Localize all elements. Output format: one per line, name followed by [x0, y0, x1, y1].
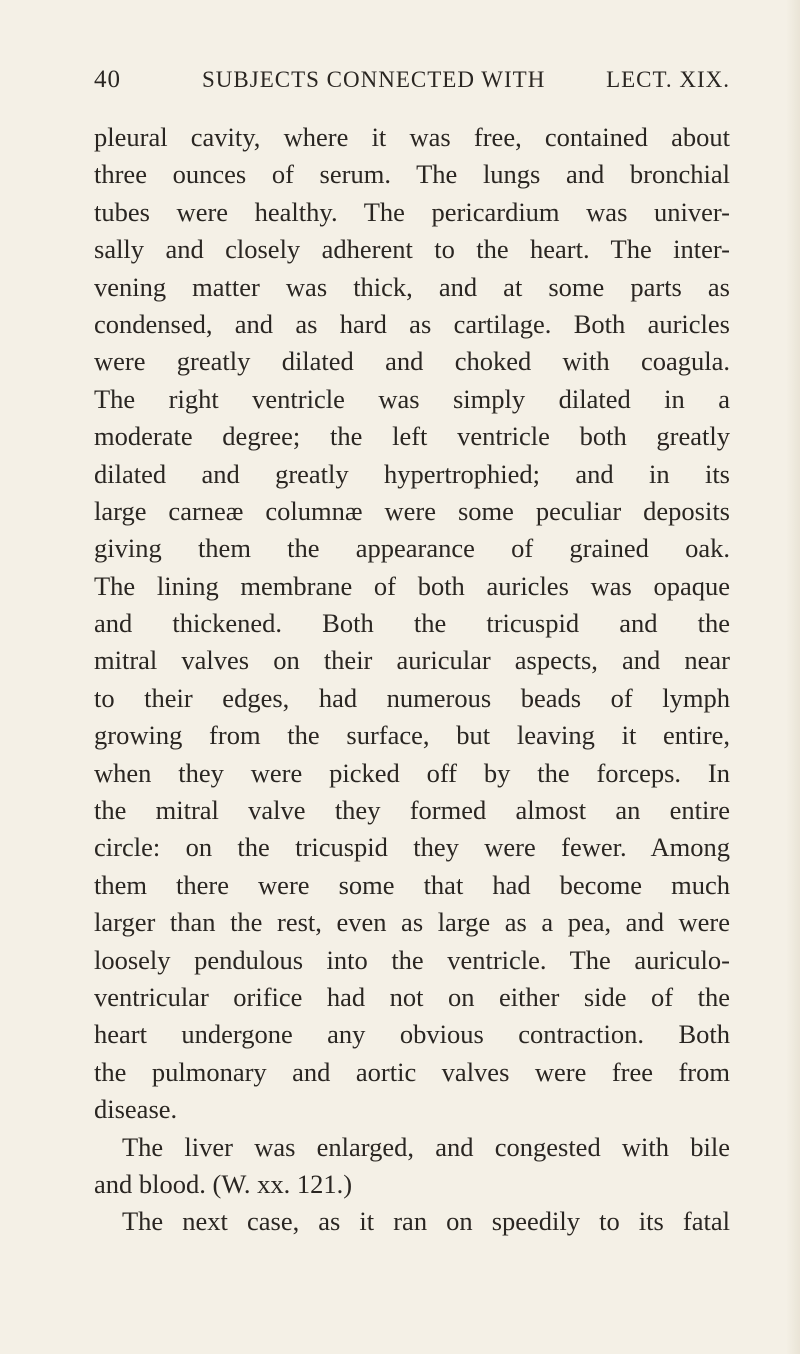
text-line: when they were picked off by the forceps. In — [94, 757, 730, 788]
text-line: to their edges, had numerous beads of lymph — [94, 682, 730, 713]
body-text — [94, 119, 730, 1241]
text-line: were greatly dilated and choked with coagula. — [94, 346, 730, 377]
text-line: circle: on the tricuspid they were fewer. Among — [94, 832, 730, 863]
page-edge-shadow — [786, 0, 800, 1354]
running-head-title: SUBJECTS CONNECTED WITH — [202, 67, 546, 92]
text-line: growing from the surface, but leaving it entire, — [94, 720, 730, 751]
running-head — [94, 66, 730, 98]
page-number: 40 — [94, 66, 121, 93]
text-line: The next case, as it ran on speedily to its fatal — [122, 1206, 730, 1237]
running-head-lecture: LECT. XIX. — [606, 67, 730, 92]
text-line: moderate degree; the left ventricle both greatly — [94, 421, 730, 452]
text-line: tubes were healthy. The pericardium was univer- — [94, 196, 730, 227]
text-line: larger than the rest, even as large as a pea, and were — [94, 907, 730, 938]
text-line: large carneæ columnæ were some peculiar deposits — [94, 495, 730, 526]
text-line: ventricular orifice had not on either side of the — [94, 981, 730, 1012]
text-line: heart undergone any obvious contraction. Both — [94, 1019, 730, 1050]
text-line: vening matter was thick, and at some parts as — [94, 271, 730, 302]
text-line: pleural cavity, where it was free, contained about — [94, 122, 730, 152]
text-line: the pulmonary and aortic valves were free from — [94, 1056, 730, 1087]
text-line: loosely pendulous into the ventricle. The auriculo- — [94, 944, 730, 975]
text-line: mitral valves on their auricular aspects, and near — [94, 645, 730, 676]
text-line: the mitral valve they formed almost an entire — [94, 795, 730, 826]
text-line: dilated and greatly hypertrophied; and in its — [94, 458, 730, 489]
text-line: and thickened. Both the tricuspid and the — [94, 608, 730, 639]
text-line: The liver was enlarged, and congested with bile — [122, 1131, 730, 1162]
text-line: and blood. (W. xx. 121.) — [94, 1168, 353, 1199]
text-line: sally and closely adherent to the heart. The inter- — [94, 234, 730, 265]
text-line: giving them the appearance of grained oak. — [94, 533, 730, 564]
text-line: The right ventricle was simply dilated in a — [94, 383, 730, 414]
text-line: condensed, and as hard as cartilage. Both auricles — [94, 308, 730, 339]
text-line: three ounces of serum. The lungs and bronchial — [94, 159, 730, 190]
text-line: The lining membrane of both auricles was opaque — [94, 570, 730, 601]
text-line: disease. — [94, 1094, 178, 1125]
text-line: them there were some that had become much — [94, 869, 730, 900]
